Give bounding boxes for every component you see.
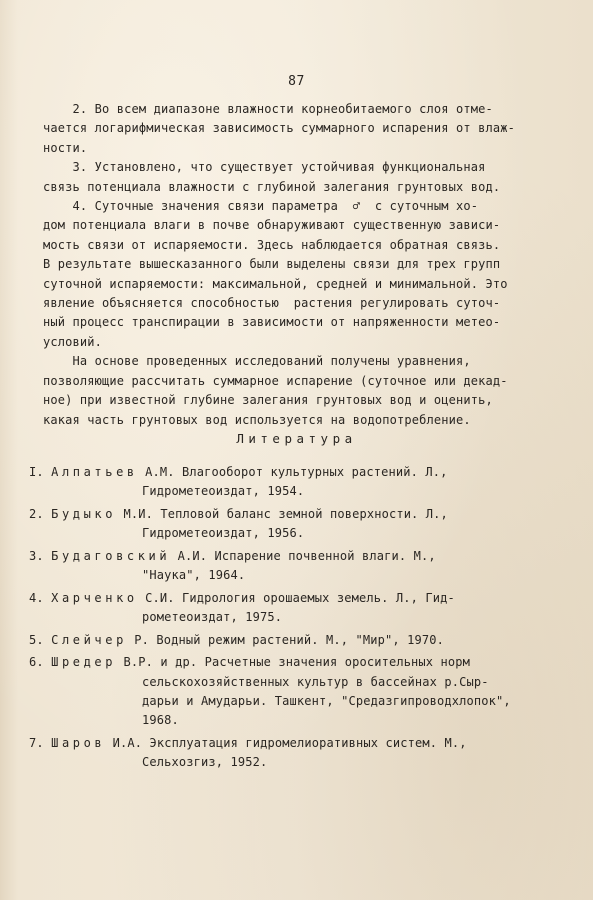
text-line: В результате вышесказанного были выделены связи для трех групп xyxy=(43,257,501,272)
reference-continuation: дарьи и Амударьи. Ташкент, "Средазгипроводхлопок", xyxy=(142,693,511,708)
reference-author: Шредер xyxy=(51,655,117,670)
reference-number: I. xyxy=(29,465,44,479)
paragraph-conclusion-2 xyxy=(43,100,553,158)
reference-continuation: 1968. xyxy=(142,712,179,727)
reference-item xyxy=(29,463,559,501)
references-list xyxy=(29,463,559,776)
text-line: связь потенциала влажности с глубиной залегания грунтовых вод. xyxy=(43,179,501,194)
body-text xyxy=(43,100,553,430)
references-heading: Литература xyxy=(236,431,357,446)
text-line: На основе проведенных исследований получены уравнения, xyxy=(43,354,471,369)
reference-number: 7. xyxy=(29,735,44,750)
reference-text: А.И. Испарение почвенной влаги. М., xyxy=(170,548,436,563)
text-line: мость связи от испаряемости. Здесь наблюдается обратная связь. xyxy=(43,237,501,252)
reference-author: Харченко xyxy=(51,590,138,605)
reference-number: 4. xyxy=(29,590,44,605)
reference-author: Слейчер xyxy=(51,632,127,647)
paragraph-conclusion-3 xyxy=(43,158,553,197)
reference-item xyxy=(29,734,559,772)
text-line: ное) при известной глубине залегания грунтовых вод и оценить, xyxy=(43,393,493,408)
paragraph-summary xyxy=(43,352,553,430)
reference-author: Будаговский xyxy=(51,548,171,563)
reference-number: 3. xyxy=(29,548,44,563)
reference-author: Шаров xyxy=(51,735,106,750)
reference-text: А.М. Влагооборот культурных растений. Л., xyxy=(137,465,448,479)
text-line: ный процесс транспирации в зависимости от напряженности метео- xyxy=(43,315,501,330)
text-line: чается логарифмическая зависимость суммарного испарения от влаж- xyxy=(43,121,515,136)
text-line: ности. xyxy=(43,140,88,155)
reference-continuation: Сельхозгиз, 1952. xyxy=(142,754,268,769)
reference-text: И.А. Эксплуатация гидромелиоративных систем. М., xyxy=(105,735,467,750)
text-line: условий. xyxy=(43,334,102,349)
text-line: позволяющие рассчитать суммарное испарение (суточное или декад- xyxy=(43,373,508,388)
reference-number: 5. xyxy=(29,632,44,647)
reference-number: 6. xyxy=(29,655,44,670)
reference-author: Будыко xyxy=(51,506,117,521)
text-line: 3. Установлено, что существует устойчивая функциональная xyxy=(43,160,486,175)
text-line: 2. Во всем диапазоне влажности корнеобитаемого слоя отме- xyxy=(43,102,493,116)
reference-number: 2. xyxy=(29,506,44,521)
reference-item xyxy=(29,631,559,650)
text-line: какая часть грунтовых вод используется на водопотребление. xyxy=(43,412,471,427)
text-line: суточной испаряемости: максимальной, средней и минимальной. Это xyxy=(43,276,508,291)
reference-item xyxy=(29,653,559,730)
text-line: дом потенциала влаги в почве обнаруживают существенную зависи- xyxy=(43,218,501,233)
reference-text: В.Р. и др. Расчетные значения оросительных норм xyxy=(116,655,471,670)
reference-item xyxy=(29,505,559,543)
reference-continuation: "Наука", 1964. xyxy=(142,568,246,583)
reference-continuation: сельскохозяйственных культур в бассейнах р.Сыр- xyxy=(142,674,489,689)
reference-text: С.И. Гидрология орошаемых земель. Л., Гид- xyxy=(137,590,455,605)
reference-text: Р. Водный режим растений. М., "Мир", 1970. xyxy=(126,632,445,647)
paragraph-conclusion-4 xyxy=(43,197,553,352)
reference-text: М.И. Тепловой баланс земной поверхности. Л., xyxy=(116,506,448,521)
reference-author: Алпатьев xyxy=(51,465,138,479)
reference-continuation: Гидрометеоиздат, 1956. xyxy=(142,526,305,541)
reference-continuation: Гидрометеоиздат, 1954. xyxy=(142,484,305,499)
text-line: 4. Суточные значения связи параметра ♂ с суточным хо- xyxy=(43,199,479,214)
reference-continuation: рометеоиздат, 1975. xyxy=(142,609,283,624)
reference-item xyxy=(29,589,559,627)
page-number: 87 xyxy=(288,74,305,89)
text-line: явление объясняется способностью растения регулировать суточ- xyxy=(43,296,501,311)
reference-item xyxy=(29,547,559,585)
